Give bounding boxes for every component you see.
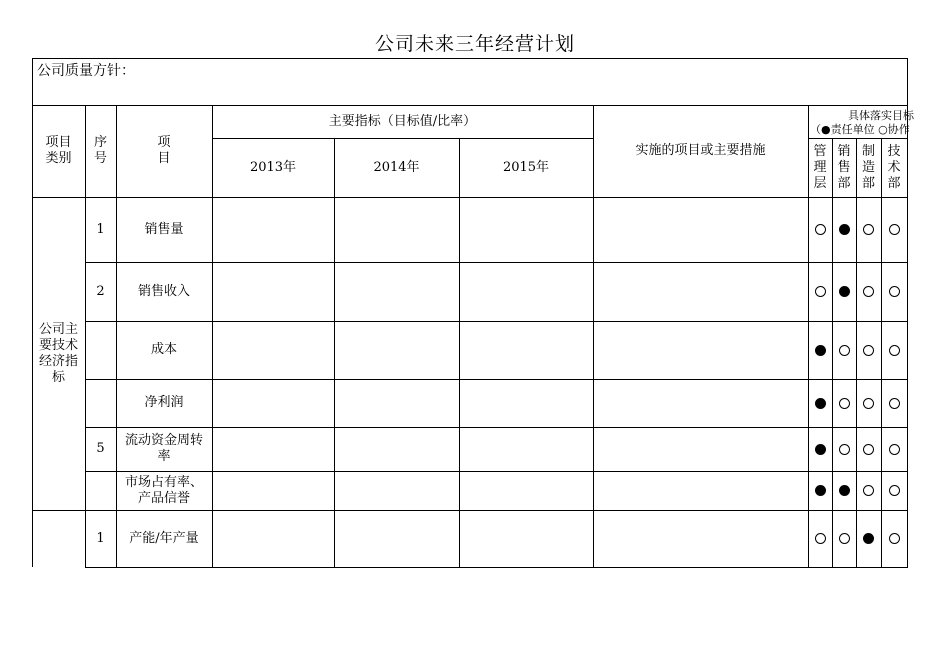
cooperate-mark-icon bbox=[889, 345, 900, 356]
dept-col-line-0 bbox=[832, 138, 833, 567]
responsible-mark-icon bbox=[815, 345, 826, 356]
responsible-mark-icon bbox=[815, 444, 826, 455]
header-year-2013: 2013年 bbox=[249, 159, 297, 175]
cooperate-mark-icon bbox=[863, 485, 874, 496]
row-item: 产能/年产量 bbox=[129, 530, 199, 546]
row-line-6 bbox=[85, 567, 908, 568]
row-item: 销售收入 bbox=[137, 283, 190, 299]
responsible-mark-icon bbox=[815, 398, 826, 409]
row-seq: 1 bbox=[96, 530, 105, 546]
year-col-line-0 bbox=[334, 138, 335, 567]
group-label-technical-economic: 公司主 要技术 经济指 标 bbox=[38, 321, 78, 385]
cooperate-mark-icon bbox=[889, 224, 900, 235]
header-dept-2: 制 造 部 bbox=[861, 143, 875, 191]
responsible-mark-icon bbox=[815, 485, 826, 496]
cooperate-mark-icon bbox=[815, 224, 826, 235]
dept-col-line-1 bbox=[856, 138, 857, 567]
row-item: 销售量 bbox=[144, 221, 184, 237]
frame-top bbox=[32, 58, 908, 59]
row-item: 净利润 bbox=[144, 395, 184, 410]
row-seq bbox=[85, 471, 116, 510]
header-measures: 实施的项目或主要措施 bbox=[635, 143, 766, 158]
cooperate-mark-icon bbox=[889, 444, 900, 455]
cooperate-mark-icon bbox=[863, 345, 874, 356]
header-dept-3: 技 术 部 bbox=[887, 143, 901, 191]
responsible-mark-icon bbox=[839, 286, 850, 297]
row-item: 成本 bbox=[150, 342, 177, 357]
header-seq: 序 号 bbox=[93, 135, 107, 166]
row-seq bbox=[85, 379, 116, 427]
row-item: 市场占有率、 产品信誉 bbox=[124, 474, 203, 506]
row-item: 流动资金周转 率 bbox=[124, 433, 203, 464]
cooperate-mark-icon bbox=[863, 398, 874, 409]
cooperate-mark-icon bbox=[889, 533, 900, 544]
header-targets-title: 具体落实目标 bbox=[848, 108, 914, 122]
header-category: 项目 类别 bbox=[45, 135, 72, 166]
responsible-mark-icon bbox=[839, 485, 850, 496]
responsible-mark-icon bbox=[863, 533, 874, 544]
page-title: 公司未来三年经营计划 bbox=[374, 33, 575, 55]
row-seq bbox=[85, 321, 116, 379]
cooperate-mark-icon bbox=[863, 286, 874, 297]
header-year-2015: 2015年 bbox=[502, 159, 550, 175]
year-col-line-1 bbox=[459, 138, 460, 567]
cooperate-mark-icon bbox=[815, 533, 826, 544]
header-item: 项 目 bbox=[157, 135, 171, 166]
header-dept-0: 管 理 层 bbox=[813, 143, 827, 191]
header-dept-1: 销 售 部 bbox=[837, 143, 851, 191]
cooperate-mark-icon bbox=[889, 485, 900, 496]
cooperate-mark-icon bbox=[889, 286, 900, 297]
cooperate-mark-icon bbox=[839, 444, 850, 455]
quality-policy-label: 公司质量方针： bbox=[37, 63, 135, 79]
row-seq: 5 bbox=[96, 441, 105, 456]
header-targets-legend: （●责任单位 ○协作 bbox=[810, 122, 910, 136]
cooperate-mark-icon bbox=[889, 398, 900, 409]
cooperate-mark-icon bbox=[839, 398, 850, 409]
header-indicators: 主要指标（目标值/比率） bbox=[328, 113, 477, 129]
cooperate-mark-icon bbox=[863, 444, 874, 455]
dept-col-line-2 bbox=[881, 138, 882, 567]
cooperate-mark-icon bbox=[839, 533, 850, 544]
row-seq: 2 bbox=[96, 283, 105, 299]
responsible-mark-icon bbox=[839, 224, 850, 235]
header-year-2014: 2014年 bbox=[373, 159, 420, 175]
cooperate-mark-icon bbox=[863, 224, 874, 235]
cooperate-mark-icon bbox=[839, 345, 850, 356]
row-seq: 1 bbox=[96, 221, 105, 237]
cooperate-mark-icon bbox=[815, 286, 826, 297]
